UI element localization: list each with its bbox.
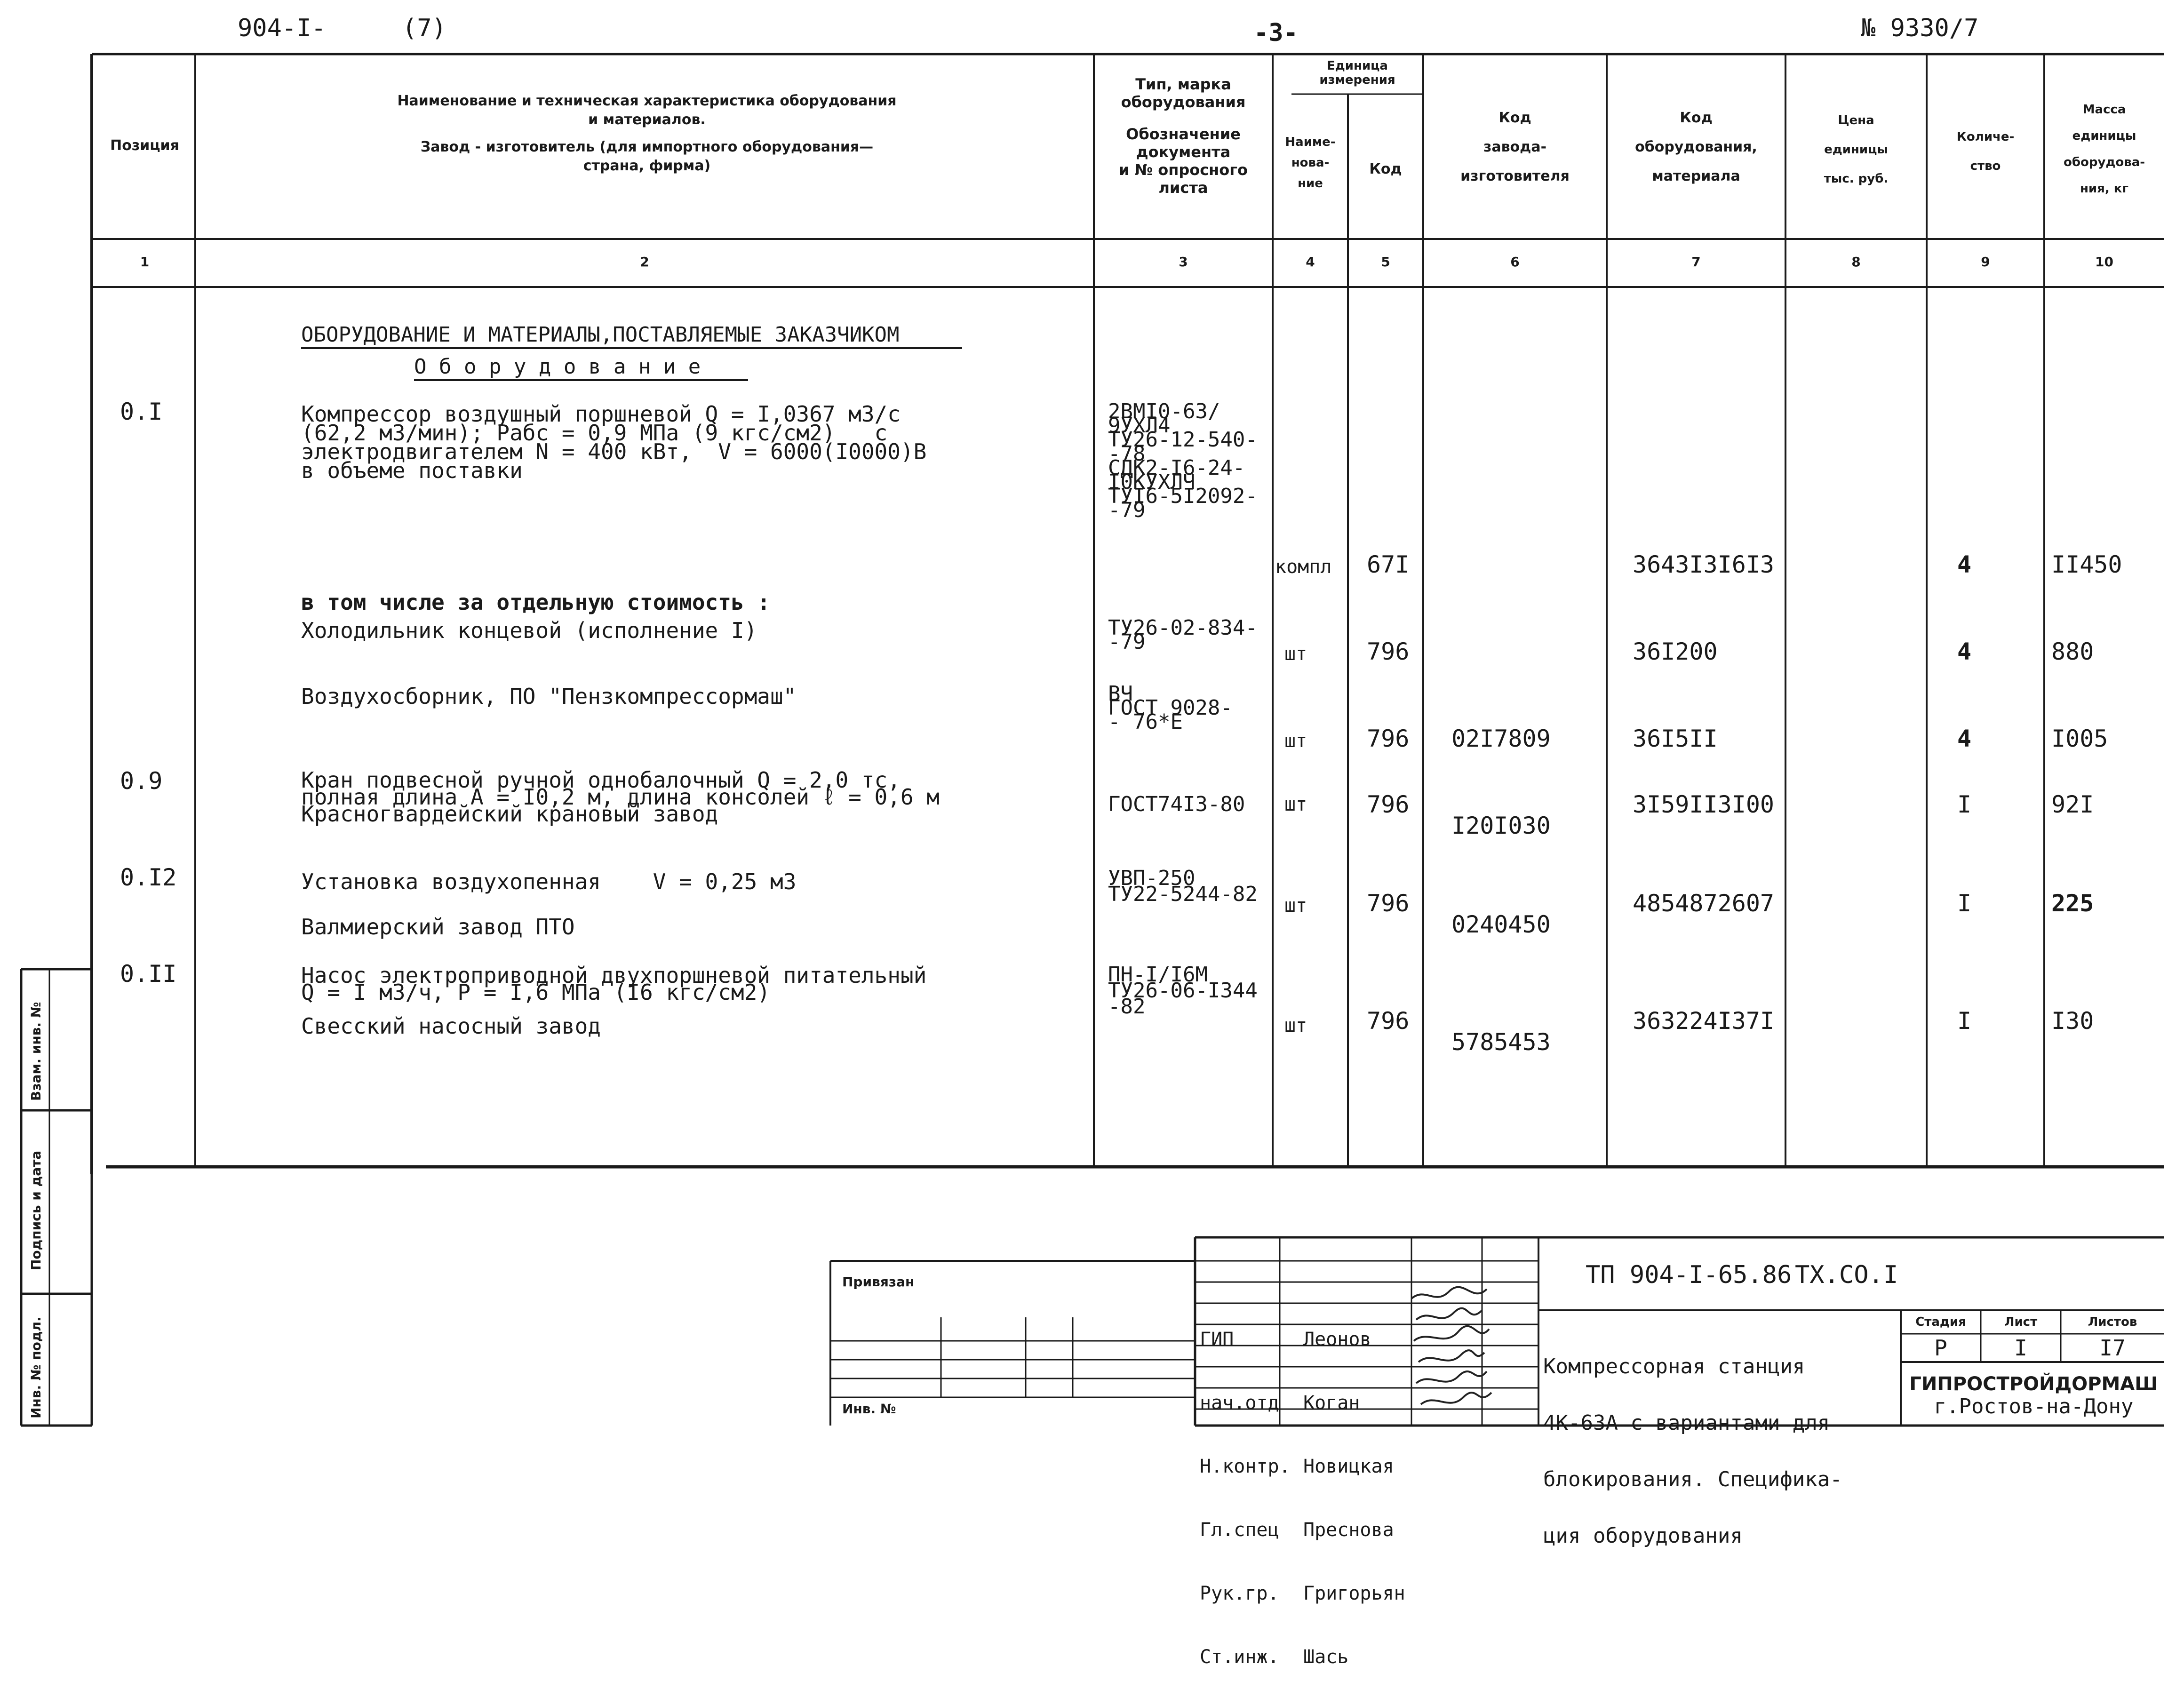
- row-position: 0.9: [120, 767, 163, 795]
- series-label: 904-I-: [238, 14, 326, 42]
- row-code: 796: [1367, 638, 1410, 665]
- page-number: -3-: [1254, 19, 1298, 47]
- row-unit: шт: [1284, 643, 1307, 665]
- col10-header-line: единицы: [2072, 129, 2136, 143]
- row-unit: компл: [1275, 556, 1332, 578]
- col6-header-line: Код: [1499, 110, 1531, 126]
- col3-header-line: Обозначение: [1126, 125, 1241, 143]
- col4-header-line: ние: [1298, 176, 1323, 191]
- row-type: ГОСТ74I3-80: [1108, 792, 1245, 816]
- col-number: 3: [1179, 254, 1188, 270]
- col-number: 8: [1851, 254, 1861, 270]
- row-equip-code: 4854872607: [1633, 890, 1775, 917]
- org-name: ГИПРОСТРОЙДОРМАШ: [1909, 1373, 2158, 1395]
- doc-number: № 9330/7: [1861, 14, 1979, 42]
- col10-header: [2047, 96, 2162, 202]
- row-type: ПН-I/I6М ТУ26-06-I344 -82: [1108, 963, 1258, 1019]
- col2-header: [207, 92, 1087, 175]
- stamp-role: Рук.гр.: [1200, 1583, 1279, 1604]
- row-position: 0.I: [120, 398, 163, 425]
- doc-title-line: Компрессорная станция: [1543, 1354, 1805, 1378]
- col8-header-line: Цена: [1838, 113, 1874, 127]
- col7-header: [1609, 104, 1783, 191]
- row-type: УВП-250 ТУ22-5244-82: [1108, 866, 1258, 906]
- row-qty: 4: [1957, 551, 1972, 578]
- col8-header-line: тыс. руб.: [1824, 172, 1889, 186]
- row-maker-code: I20I030: [1451, 812, 1551, 839]
- col10-header-line: Масса: [2082, 103, 2126, 117]
- col-number: 2: [640, 254, 649, 270]
- col3-header-line: Тип, марка: [1135, 75, 1231, 93]
- row-mass: 880: [2051, 638, 2094, 665]
- col6-header-line: завода-: [1483, 139, 1547, 155]
- col3-header-line: документа: [1136, 143, 1231, 161]
- row-position: 0.I2: [120, 864, 177, 891]
- stamp-role: ГИП: [1200, 1329, 1234, 1350]
- row-code: 796: [1367, 1007, 1410, 1035]
- stamp-role: Н.контр.: [1200, 1456, 1291, 1477]
- doc-title: [1543, 1320, 1842, 1564]
- col7-header-line: Код: [1680, 110, 1713, 126]
- stage-value: Р: [1934, 1335, 1947, 1361]
- stage-label: Стадия: [1915, 1315, 1966, 1329]
- privyazan-label: Привязан: [842, 1274, 915, 1290]
- col8-header: [1788, 106, 1924, 193]
- col1-header: Позиция: [110, 137, 179, 154]
- row-qty: I: [1957, 791, 1972, 818]
- stamp-role: Гл.спец: [1200, 1519, 1279, 1541]
- col7-header-line: материала: [1652, 168, 1740, 184]
- col9-header-line: Количе-: [1956, 130, 2015, 144]
- row-equip-code: 3643I3I6I3: [1633, 551, 1775, 578]
- col2-header-line: и материалов.: [588, 112, 706, 128]
- row-unit: шт: [1284, 794, 1307, 815]
- row-qty: I: [1957, 1007, 1972, 1035]
- row-name: Компрессор воздушный поршневой Q = I,0367 м3/с (62,2 м3/мин); Рабс = 0,9 МПа (9 кгс/см2) с электродвигателем N = 400 кВт, V = 6000(I0000)В в объеме поставки: [301, 401, 927, 483]
- stamp-role: Ст.инж.: [1200, 1646, 1279, 1668]
- row-type: ВЧ ГОСТ 9028- - 76*Е: [1108, 682, 1233, 734]
- row-unit: шт: [1284, 1015, 1307, 1036]
- col7-header-line: оборудования,: [1635, 139, 1757, 155]
- inv-label: Инв. №: [842, 1401, 896, 1417]
- col2-header-line: Завод - изготовитель (для импортного оборудования—: [420, 139, 874, 155]
- col10-header-line: ния, кг: [2080, 182, 2129, 196]
- row-code: 796: [1367, 890, 1410, 917]
- col6-header-line: изготовителя: [1460, 168, 1570, 184]
- col8-header-line: единицы: [1824, 143, 1888, 157]
- subsection-title: О б о р у д о в а н и е: [414, 355, 701, 379]
- row-qty: 4: [1957, 725, 1972, 752]
- col-number: 4: [1306, 254, 1315, 270]
- stamp-names: [1303, 1287, 1405, 1689]
- col-number: 10: [2095, 254, 2113, 270]
- row-code: 67I: [1367, 551, 1410, 578]
- stamp-name: Григорьян: [1303, 1583, 1405, 1604]
- section-title: ОБОРУДОВАНИЕ И МАТЕРИАЛЫ,ПОСТАВЛЯЕМЫЕ ЗАКАЗЧИКОМ: [301, 323, 900, 347]
- col3-header-line: и № опросного: [1119, 161, 1248, 179]
- col5-header: Код: [1369, 161, 1402, 177]
- row-mass: I30: [2051, 1007, 2094, 1035]
- row-name: Холодильник концевой (исполнение I): [301, 618, 757, 643]
- side-stamp-replace-inv: Взам. инв. №: [28, 1002, 44, 1101]
- row-maker-code: 0240450: [1451, 911, 1551, 938]
- row-type: ТУ26-02-834- -79: [1108, 616, 1258, 654]
- stamp-name: Коган: [1303, 1392, 1360, 1414]
- unit-group-header: Единица измерения: [1319, 59, 1395, 87]
- row-name: Воздухосборник, ПО "Пензкомпрессормаш": [301, 684, 797, 709]
- row-qty: 4: [1957, 638, 1972, 665]
- row-name: Кран подвесной ручной однобалочный Q = 2,0 тс, полная длина А = I0,2 м, длина консолей ℓ = 0,6 м Красногвардейский крановый завод: [301, 767, 940, 827]
- row-qty: I: [1957, 890, 1972, 917]
- col3-header-line: листа: [1158, 179, 1208, 197]
- stamp-role: нач.отд: [1200, 1392, 1279, 1414]
- col4-header-line: нова-: [1291, 156, 1330, 170]
- col-number: 6: [1510, 254, 1520, 270]
- row-maker-code: 02I7809: [1451, 725, 1551, 752]
- col10-header-line: оборудова-: [2063, 155, 2145, 169]
- row-maker-code: 5785453: [1451, 1028, 1551, 1056]
- col9-header-line: ство: [1970, 159, 2001, 173]
- row-type: 2ВМI0-63/ 9УХЛ4 ТУ26-12-540- -78 СДК2-I6-24- I0КУХЛЧ ТУI6-5I2092- -79: [1108, 399, 1258, 522]
- sheet-label: Лист: [2004, 1315, 2038, 1329]
- stamp-roles: [1200, 1287, 1291, 1689]
- col4-header: [1275, 132, 1346, 194]
- row-mass: 225: [2051, 890, 2094, 917]
- series-part: (7): [402, 14, 446, 42]
- row-equip-code: 36I5II: [1633, 725, 1718, 752]
- row-code: 796: [1367, 725, 1410, 752]
- col2-header-line: страна, фирма): [583, 158, 711, 174]
- side-stamp-inv-original: Инв. № подл.: [28, 1316, 44, 1418]
- row-unit: шт: [1284, 895, 1307, 916]
- row-code: 796: [1367, 791, 1410, 818]
- sheets-value: I7: [2099, 1335, 2126, 1361]
- col-number: 7: [1691, 254, 1701, 270]
- row-equip-code: 3I59II3I00: [1633, 791, 1775, 818]
- col4-header-line: Наиме-: [1285, 135, 1336, 149]
- stamp-name: Новицкая: [1303, 1456, 1394, 1477]
- row-name: Установка воздухопенная V = 0,25 м3 Валмиерский завод ПТО: [301, 869, 797, 940]
- col6-header: [1426, 104, 1604, 191]
- col9-header: [1929, 122, 2042, 181]
- col-number: 1: [140, 254, 150, 270]
- row-unit: шт: [1284, 730, 1307, 752]
- signatures-graphic: [1407, 1284, 1501, 1421]
- col-number: 9: [1981, 254, 1990, 270]
- row-mass: I005: [2051, 725, 2108, 752]
- col2-header-line: Наименование и техническая характеристика оборудования: [397, 93, 897, 109]
- row-position: 0.II: [120, 960, 177, 988]
- doc-title-line: блокирования. Специфика-: [1543, 1467, 1842, 1491]
- stamp-name: Леонов: [1303, 1329, 1371, 1350]
- sheet-value: I: [2014, 1335, 2027, 1361]
- stamp-name: Преснова: [1303, 1519, 1394, 1541]
- doc-title-line: ция оборудования: [1543, 1524, 1743, 1548]
- org-city: г.Ростов-на-Дону: [1934, 1394, 2134, 1418]
- row-equip-code: 363224I37I: [1633, 1007, 1775, 1035]
- row-name: в том числе за отдельную стоимость :: [301, 590, 770, 615]
- row-mass: II450: [2051, 551, 2122, 578]
- col3-header-line: оборудования: [1121, 93, 1246, 111]
- col-number: 5: [1381, 254, 1390, 270]
- side-stamp-signature-date: Подпись и дата: [28, 1150, 44, 1270]
- stamp-name: Шась: [1303, 1646, 1349, 1668]
- doc-suffix: ТХ.СО.I: [1795, 1261, 1898, 1289]
- doc-title-line: 4К-63А с вариантами для: [1543, 1411, 1830, 1435]
- col3-header: [1096, 75, 1270, 197]
- sheets-label: Листов: [2088, 1315, 2137, 1329]
- row-equip-code: 36I200: [1633, 638, 1718, 665]
- doc-code: ТП 904-I-65.86: [1586, 1261, 1792, 1289]
- row-name: Насос электроприводной двухпоршневой питательный Q = I м3/ч, Р = I,6 МПа (I6 кгс/см2) Свесский насосный завод: [301, 963, 927, 1039]
- row-mass: 92I: [2051, 791, 2094, 818]
